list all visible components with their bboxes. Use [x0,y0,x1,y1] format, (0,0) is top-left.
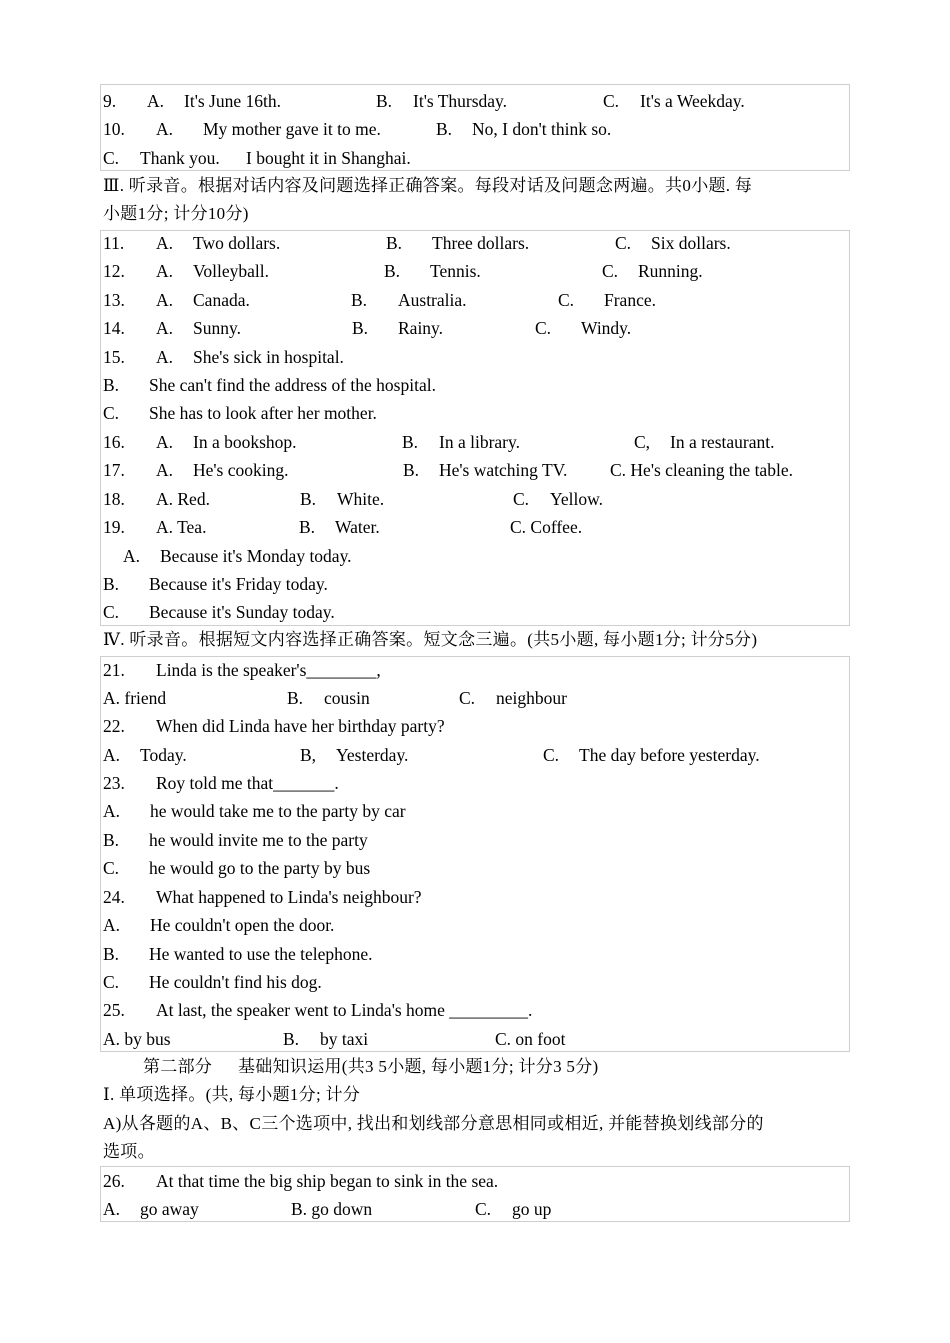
question-16 [103,428,848,456]
option-c-text: Six dollars. [651,233,731,253]
section-1-heading: Ⅰ. 单项选择。(共, 每小题1分; 计分 [103,1085,361,1104]
option-a-text: A. Tea. [156,517,207,537]
option-a-label: A. [103,801,121,821]
question-text: Roy told me that_______. [156,773,339,793]
question-number: 24. [103,887,125,907]
option-c-text: It's a Weekday. [640,91,745,111]
option-b-text: Three dollars. [432,233,530,253]
option-c-label: C, [634,432,651,452]
question-number: 9. [103,91,117,111]
option-c-text: France. [604,290,656,310]
option-a-text: he would take me to the party by car [150,801,406,821]
option-b-text: She can't find the address of the hospital. [149,375,436,395]
option-c-text: he would go to the party by bus [149,858,371,878]
question-19 [103,513,848,541]
option-a-label: A. [123,546,141,566]
option-a-text: She's sick in hospital. [193,347,344,367]
option-c-label: C. [535,318,552,338]
option-b-text: Water. [335,517,380,537]
option-a-text: In a bookshop. [193,432,297,452]
option-a-text: A. by bus [103,1029,171,1049]
option-b-label: B. [351,290,368,310]
option-b-text: In a library. [439,432,520,452]
option-c-text: Because it's Sunday today. [149,602,335,622]
question-number: 12. [103,261,125,281]
section-3-heading-line1: Ⅲ. 听录音。根据对话内容及问题选择正确答案。每段对话及问题念两遍。共0小题. 每 [103,176,753,195]
question-number: 17. [103,460,125,480]
option-a-label: A. [103,745,121,765]
question-23 [103,769,848,797]
option-c-label: C. [558,290,575,310]
question-number: 21. [103,660,125,680]
option-a-label: A. [156,318,174,338]
option-c-label: C. [103,148,120,168]
option-a-label: A. [156,432,174,452]
option-a-text: A. friend [103,688,167,708]
option-b-text: Because it's Friday today. [149,574,328,594]
option-c-label: C. [615,233,632,253]
question-number: 13. [103,290,125,310]
option-c-label: C. [459,688,476,708]
option-b-text: No, I don't think so. [472,119,612,139]
question-text: At that time the big ship began to sink in the sea. [156,1171,499,1191]
question-18 [103,485,848,513]
question-10 [103,115,848,143]
question-15 [103,343,848,371]
instruction-line2: 选项。 [103,1142,155,1161]
part-2-title: 第二部分 [143,1057,213,1076]
option-b-label: B. [103,830,120,850]
question-25-options [103,1025,848,1053]
option-b-label: B. [287,688,304,708]
option-a-text: Two dollars. [193,233,281,253]
option-a-text: My mother gave it to me. [203,119,381,139]
option-c-label: C. [103,403,120,423]
option-b-text: Yesterday. [336,745,409,765]
option-a-text: He couldn't open the door. [150,915,335,935]
question-text: Linda is the speaker's________, [156,660,381,680]
question-number: 23. [103,773,125,793]
question-21-options [103,684,848,712]
option-a-text: A. Red. [156,489,210,509]
option-a-label: A. [103,1199,121,1219]
option-a-label: A. [156,119,174,139]
question-15-option-c [103,399,848,427]
question-20-option-b [103,570,848,598]
question-26-options [103,1195,848,1223]
option-a-label: A. [156,233,174,253]
option-c-text: go up [512,1199,552,1219]
option-b-label: B. [384,261,401,281]
question-14 [103,314,848,342]
option-a-label: A. [156,347,174,367]
option-a-text: Canada. [193,290,250,310]
option-b-text: Australia. [398,290,467,310]
question-number: 11. [103,233,125,253]
question-20-option-a [103,542,848,570]
question-text: What happened to Linda's neighbour? [156,887,422,907]
section-4-heading: Ⅳ. 听录音。根据短文内容选择正确答案。短文念三遍。(共5小题, 每小题1分; 计分5分) [103,630,758,649]
question-number: 18. [103,489,125,509]
option-c-label: C. [602,261,619,281]
question-24-option-b [103,940,848,968]
option-a-label: A. [147,91,165,111]
option-c-text: C. Coffee. [510,517,583,537]
option-b-text: White. [337,489,385,509]
question-10-option-c [103,144,848,172]
option-c-text: He couldn't find his dog. [149,972,322,992]
option-b-text: cousin [324,688,370,708]
option-c-text: In a restaurant. [670,432,775,452]
option-b-text: he would invite me to the party [149,830,368,850]
option-a-text: Because it's Monday today. [160,546,352,566]
question-text: At last, the speaker went to Linda's home _________. [156,1000,533,1020]
question-number: 10. [103,119,125,139]
question-number: 25. [103,1000,125,1020]
question-11 [103,229,848,257]
question-26 [103,1167,848,1195]
option-c-text: Windy. [581,318,632,338]
question-23-option-b [103,826,848,854]
option-b-text: He's watching TV. [439,460,568,480]
question-23-option-a [103,797,848,825]
option-c-text-2: I bought it in Shanghai. [246,148,411,168]
part-2-description: 基础知识运用(共3 5小题, 每小题1分; 计分3 5分) [238,1057,599,1076]
option-a-text: go away [140,1199,199,1219]
option-b-label: B. [299,517,316,537]
question-24-option-c [103,968,848,996]
option-b-label: B. [103,574,120,594]
question-number: 26. [103,1171,125,1191]
question-17 [103,456,848,484]
option-c-label: C. [103,858,120,878]
option-b-label: B. [402,432,419,452]
option-a-text: Volleyball. [193,261,269,281]
option-a-label: A. [156,460,174,480]
option-b-label: B. [436,119,453,139]
question-24 [103,883,848,911]
option-b-text: Rainy. [398,318,444,338]
option-c-label: C. [103,602,120,622]
option-b-label: B. [352,318,369,338]
option-b-label: B, [300,745,317,765]
option-c-label: C. [103,972,120,992]
question-13 [103,286,848,314]
instruction-line1: A)从各题的A、B、C三个选项中, 找出和划线部分意思相同或相近, 并能替换划线部分的 [103,1114,764,1133]
question-21 [103,656,848,684]
question-15-option-b [103,371,848,399]
option-b-label: B. [103,375,120,395]
question-number: 14. [103,318,125,338]
question-24-option-a [103,911,848,939]
question-9 [103,87,848,115]
option-c-text: C. He's cleaning the table. [610,460,793,480]
question-number: 15. [103,347,125,367]
question-number: 19. [103,517,125,537]
option-c-label: C. [603,91,620,111]
option-c-text: Yellow. [550,489,604,509]
question-23-option-c [103,854,848,882]
question-12 [103,257,848,285]
question-22-options [103,741,848,769]
question-22 [103,712,848,740]
option-a-label: A. [103,915,121,935]
option-c-text: Thank you. [140,148,220,168]
option-b-text: It's Thursday. [413,91,508,111]
part-2-heading [103,1053,848,1081]
question-number: 22. [103,716,125,736]
question-25 [103,996,848,1024]
option-b-label: B. [300,489,317,509]
option-b-text: He wanted to use the telephone. [149,944,373,964]
option-c-label: C. [543,745,560,765]
option-a-text: He's cooking. [193,460,289,480]
question-20-option-c [103,598,848,626]
option-c-text: The day before yesterday. [579,745,760,765]
option-c-text: C. on foot [495,1029,566,1049]
option-b-label: B. [283,1029,300,1049]
option-b-text: Tennis. [430,261,481,281]
option-b-label: B. [403,460,420,480]
option-b-label: B. [103,944,120,964]
option-c-text: She has to look after her mother. [149,403,377,423]
option-c-text: Running. [638,261,703,281]
option-b-text: by taxi [320,1029,369,1049]
option-c-text: neighbour [496,688,567,708]
option-b-label: B. [376,91,393,111]
section-3-heading-line2: 小题1分; 计分10分) [103,204,249,223]
option-b-text: B. go down [291,1199,373,1219]
question-text: When did Linda have her birthday party? [156,716,445,736]
option-c-label: C. [513,489,530,509]
option-a-label: A. [156,290,174,310]
option-a-text: Sunny. [193,318,241,338]
option-c-label: C. [475,1199,492,1219]
option-a-text: It's June 16th. [184,91,281,111]
option-b-label: B. [386,233,403,253]
option-a-label: A. [156,261,174,281]
option-a-text: Today. [140,745,187,765]
question-number: 16. [103,432,125,452]
